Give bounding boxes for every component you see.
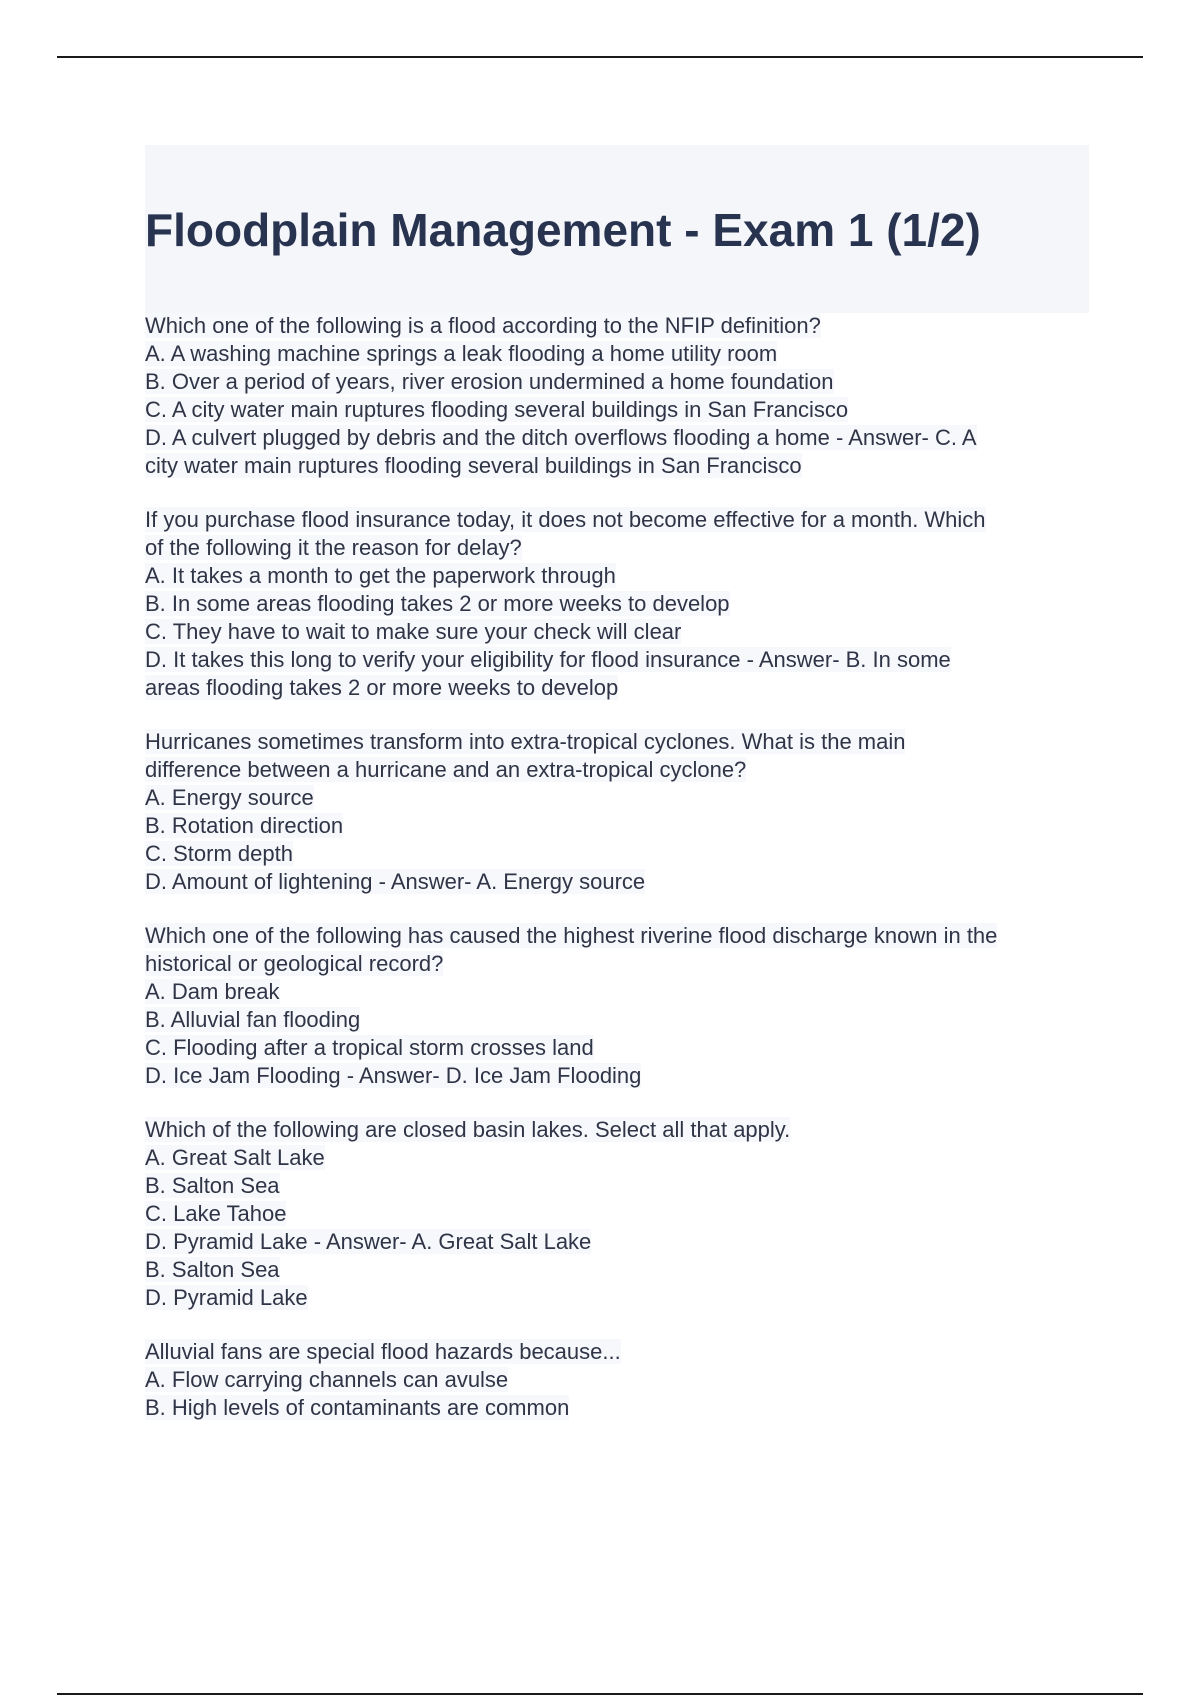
option-line: B. Alluvial fan flooding	[145, 1007, 361, 1032]
bottom-rule	[57, 1693, 1143, 1695]
option-line: A. Dam break	[145, 979, 280, 1004]
top-rule	[57, 56, 1143, 58]
question-line: of the following it the reason for delay?	[145, 535, 522, 560]
question-line: Which one of the following has caused the highest riverine flood discharge known in the	[145, 923, 998, 948]
option-line: B. High levels of contaminants are common	[145, 1395, 570, 1420]
option-line: C. Flooding after a tropical storm crosses land	[145, 1035, 594, 1060]
question-2	[145, 506, 1089, 702]
question-line: If you purchase flood insurance today, it does not become effective for a month. Which	[145, 507, 986, 532]
option-line: B. In some areas flooding takes 2 or more weeks to develop	[145, 591, 730, 616]
option-answer-line: D. Amount of lightening - Answer- A. Energy source	[145, 869, 646, 894]
option-line: C. They have to wait to make sure your check will clear	[145, 619, 682, 644]
question-1	[145, 312, 1089, 480]
option-line: C. Lake Tahoe	[145, 1201, 287, 1226]
option-answer-line: D. It takes this long to verify your eligibility for flood insurance - Answer- B. In some	[145, 647, 951, 672]
option-line: B. Over a period of years, river erosion undermined a home foundation	[145, 369, 834, 394]
option-answer-line: D. A culvert plugged by debris and the ditch overflows flooding a home - Answer- C. A	[145, 425, 977, 450]
question-3	[145, 728, 1089, 896]
question-list	[145, 312, 1089, 1448]
answer-line: B. Salton Sea	[145, 1257, 280, 1282]
option-line: B. Salton Sea	[145, 1173, 280, 1198]
question-line: historical or geological record?	[145, 951, 444, 976]
option-line: A. Flow carrying channels can avulse	[145, 1367, 509, 1392]
option-line: A. It takes a month to get the paperwork through	[145, 563, 616, 588]
option-line: A. Energy source	[145, 785, 314, 810]
answer-line: D. Pyramid Lake	[145, 1285, 308, 1310]
question-4	[145, 922, 1089, 1090]
question-line: Alluvial fans are special flood hazards because...	[145, 1339, 621, 1364]
question-line: Which of the following are closed basin lakes. Select all that apply.	[145, 1117, 791, 1142]
option-line: C. A city water main ruptures flooding several buildings in San Francisco	[145, 397, 849, 422]
question-5	[145, 1116, 1089, 1312]
answer-line: areas flooding takes 2 or more weeks to develop	[145, 675, 619, 700]
question-line: Hurricanes sometimes transform into extra-tropical cyclones. What is the main	[145, 729, 906, 754]
option-line: A. Great Salt Lake	[145, 1145, 325, 1170]
answer-line: city water main ruptures flooding several buildings in San Francisco	[145, 453, 802, 478]
option-line: C. Storm depth	[145, 841, 293, 866]
question-6	[145, 1338, 1089, 1422]
option-answer-line: D. Pyramid Lake - Answer- A. Great Salt Lake	[145, 1229, 592, 1254]
question-line: Which one of the following is a flood according to the NFIP definition?	[145, 313, 821, 338]
option-line: B. Rotation direction	[145, 813, 344, 838]
option-answer-line: D. Ice Jam Flooding - Answer- D. Ice Jam Flooding	[145, 1063, 642, 1088]
page-title: Floodplain Management - Exam 1 (1/2)	[145, 204, 981, 256]
question-line: difference between a hurricane and an extra-tropical cyclone?	[145, 757, 747, 782]
option-line: A. A washing machine springs a leak flooding a home utility room	[145, 341, 778, 366]
